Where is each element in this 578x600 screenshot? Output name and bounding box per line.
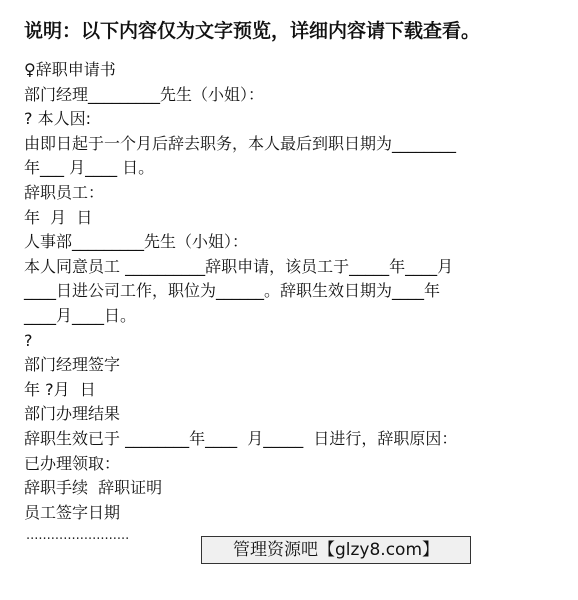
document-line: 部门办理结果 <box>24 404 121 424</box>
document-line: 由即日起于一个月后辞去职务，本人最后到职日期为________ <box>24 133 457 153</box>
document-line: ____月____日。 <box>24 305 137 325</box>
document-line: 年 月 日 <box>24 207 93 227</box>
dotted-separator: ························· <box>26 532 130 547</box>
document-line: 辞职生效已于 ________年____ 月_____ 日进行，辞职原因： <box>24 428 458 448</box>
document-line: 部门经理签字 <box>24 355 121 375</box>
preview-notice: 说明：以下内容仅为文字预览，详细内容请下载查看。 <box>24 20 481 42</box>
document-line: ____日进公司工作，职位为______。辞职生效日期为____年 <box>24 281 441 301</box>
document-line: 已办理领取： <box>24 453 121 473</box>
document-line: 辞职员工： <box>24 182 105 202</box>
document-line: 年 ?月 日 <box>24 379 96 399</box>
document-line: ? <box>24 330 33 350</box>
document-body <box>24 58 564 525</box>
document-line: 部门经理_________先生（小姐）： <box>24 84 265 104</box>
document-line: ? 本人因: <box>24 109 91 129</box>
document-line: 员工签字日期 <box>24 502 121 522</box>
site-link-box[interactable]: 管理资源吧【glzy8.com】 <box>201 536 471 564</box>
document-line: 辞职手续 辞职证明 <box>24 478 163 498</box>
document-line: 年___ 月____ 日。 <box>24 158 155 178</box>
document-line: 人事部_________先生（小姐）： <box>24 232 249 252</box>
document-line: 本人同意员工 __________辞职申请，该员工于_____年____月 <box>24 256 454 276</box>
document-title: ♀辞职申请书 <box>24 60 116 79</box>
